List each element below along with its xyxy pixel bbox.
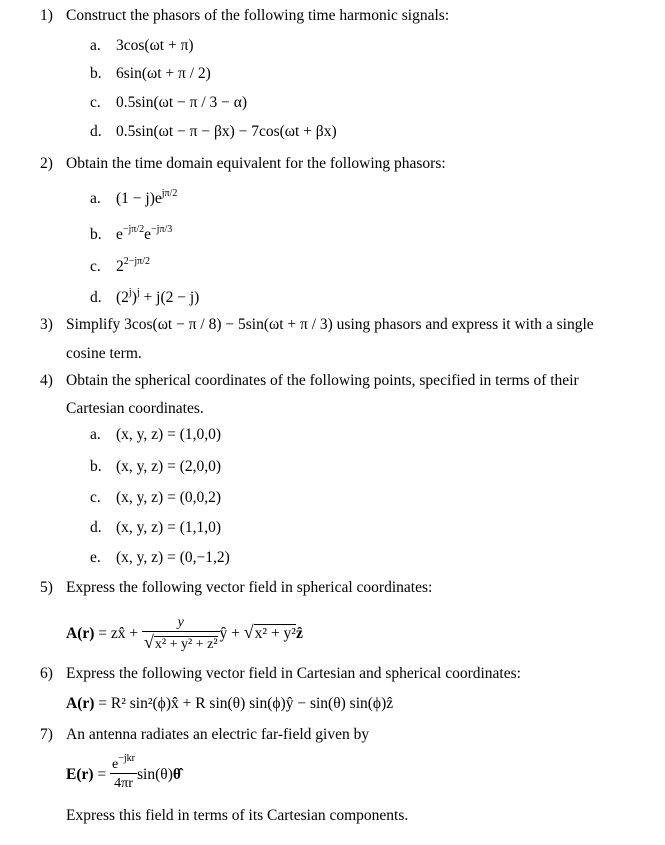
item-label: b. [90, 458, 102, 475]
equation-lhs: A(r) [66, 625, 95, 642]
equation-lhs: A(r) [66, 695, 95, 712]
item-label: c. [90, 258, 101, 275]
item-label: a. [90, 37, 101, 54]
question-3-continuation: cosine term. [66, 345, 142, 362]
question-4-continuation: Cartesian coordinates. [66, 400, 204, 417]
question-number: 4) [40, 372, 53, 389]
item-expression: (x, y, z) = (1,0,0) [116, 426, 222, 443]
item-expression: (x, y, z) = (0,0,2) [116, 489, 222, 506]
q4-item-d [90, 518, 222, 538]
question-text: Obtain the spherical coordinates of the following points, specified in terms of their [66, 372, 579, 389]
q7-equation: E(r) = $\frac{e^{-jkr}}{4\pi r}$ sin(θ)θ̂ [66, 753, 181, 792]
q1-item-c [90, 93, 248, 113]
item-expression: 0.5sin(ωt − π − βx) − 7cos(ωt + βx) [116, 123, 337, 140]
q4-item-e [90, 548, 230, 568]
item-label: c. [90, 94, 101, 111]
question-number: 6) [40, 665, 53, 682]
item-expression: (x, y, z) = (2,0,0) [116, 458, 222, 475]
q6-equation [66, 694, 393, 714]
item-expression: (x, y, z) = (0,−1,2) [116, 549, 230, 566]
q4-item-c [90, 488, 222, 508]
q5-equation: A(r) = zx̂ + $\frac{y}{\text{√x² + y² + z²}}$ ŷ + √x² + y²ẑ [66, 614, 303, 652]
item-expression: 6sin(ωt + π / 2) [116, 65, 211, 82]
question-text: An antenna radiates an electric far-field given by [66, 726, 370, 743]
q1-item-d [90, 122, 337, 142]
q2-item-d [90, 287, 200, 308]
item-label: c. [90, 489, 101, 506]
q1-item-b [90, 64, 211, 84]
q2-item-a [90, 188, 178, 209]
question-7-instruction: Express this field in terms of its Cartesian components. [66, 807, 409, 824]
question-number: 7) [40, 726, 53, 743]
question-text: Express the following vector field in spherical coordinates: [66, 579, 433, 596]
question-number: 5) [40, 579, 53, 596]
question-number: 3) [40, 316, 53, 333]
item-label: d. [90, 519, 102, 536]
equation-lhs: E(r) [66, 766, 94, 783]
item-expression: $(1 - j)e^{j\pi/2}$ [116, 188, 178, 207]
fraction: $\frac{y}{\text{√x² + y² + z²}}$ [144, 614, 218, 652]
q1-item-a [90, 36, 194, 56]
equation-rhs: = R² sin²(ϕ)x̂ + R sin(θ) sin(ϕ)ŷ − sin(θ) sin(ϕ)ẑ [94, 695, 394, 712]
item-label: d. [90, 289, 102, 306]
item-label: b. [90, 65, 102, 82]
question-number: 1) [40, 7, 53, 24]
q4-item-b [90, 457, 222, 477]
item-expression: 3cos(ωt + π) [116, 37, 194, 54]
question-text: Construct the phasors of the following time harmonic signals: [66, 7, 450, 24]
question-text: Simplify 3cos(ωt − π / 8) − 5sin(ωt + π / 3) using phasors and express it with a single [66, 316, 594, 333]
item-expression: $e^{-j\pi/2}e^{-j\pi/3}$ [116, 224, 173, 243]
question-text: Express the following vector field in Cartesian and spherical coordinates: [66, 665, 521, 682]
item-label: a. [90, 190, 101, 207]
question-text: Obtain the time domain equivalent for the following phasors: [66, 155, 446, 172]
item-label: a. [90, 426, 101, 443]
item-expression: $2^{2-j\pi/2}$ [116, 256, 150, 275]
item-expression: $(2^j)^j + j(2 - j)$ [116, 287, 200, 306]
item-expression: 0.5sin(ωt − π / 3 − α) [116, 94, 248, 111]
q2-item-c [90, 256, 150, 277]
question-number: 2) [40, 155, 53, 172]
item-label: d. [90, 123, 102, 140]
item-label: e. [90, 549, 101, 566]
q4-item-a [90, 425, 222, 445]
item-expression: (x, y, z) = (1,1,0) [116, 519, 222, 536]
item-label: b. [90, 226, 102, 243]
fraction: $\frac{e^{-jkr}}{4\pi r}$ [112, 753, 136, 792]
q2-item-b [90, 224, 173, 245]
